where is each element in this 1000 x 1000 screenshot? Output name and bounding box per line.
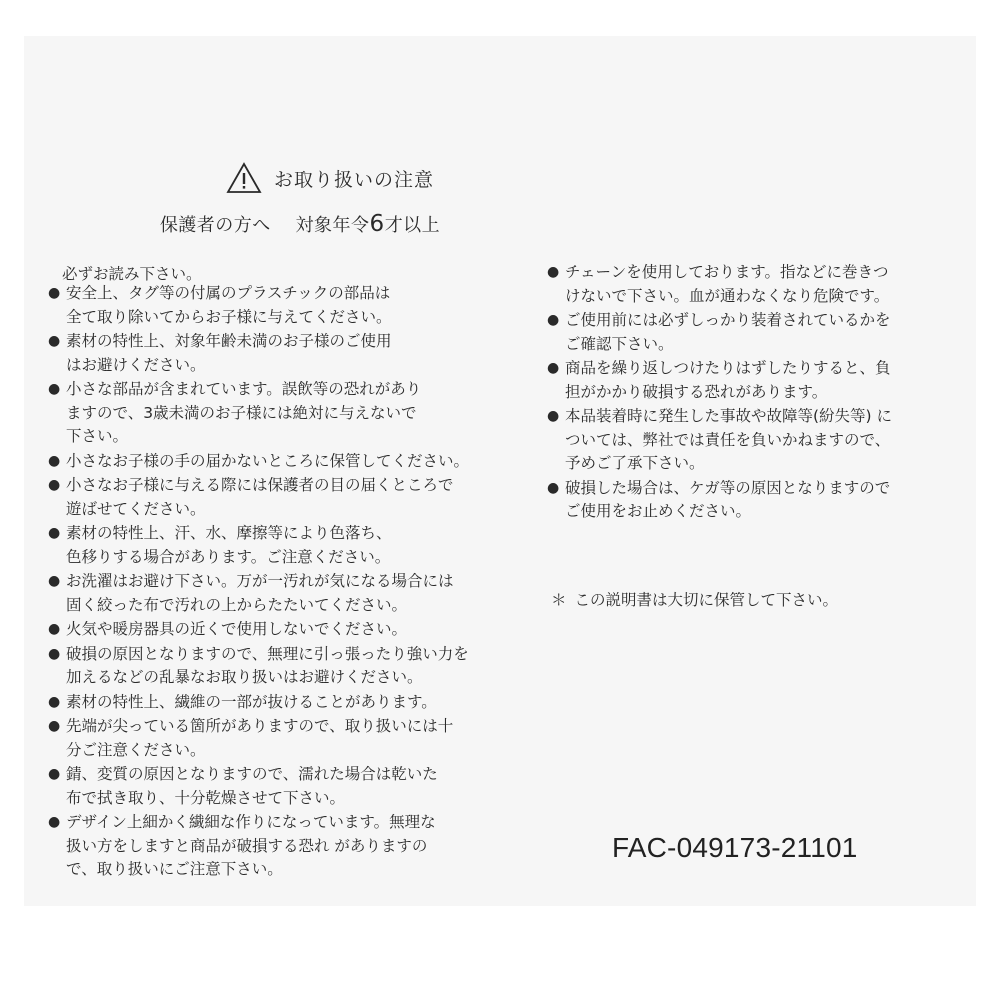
caution-text: 本品装着時に発生した事故や故障等(紛失等) に ついては、弊社では責任を負いかねますので、 予めご了承下さい。 bbox=[565, 407, 893, 472]
subtitle-age: 6 bbox=[369, 211, 385, 237]
caution-item bbox=[48, 474, 518, 521]
bullet-icon: ● bbox=[547, 264, 560, 280]
bullet-icon: ● bbox=[48, 814, 61, 830]
caution-text: 破損の原因となりますので、無理に引っ張ったり強い力を 加えるなどの乱暴なお取り扱いはお避けください。 bbox=[66, 644, 469, 686]
bullet-icon: ● bbox=[48, 333, 61, 349]
caution-item bbox=[48, 450, 518, 474]
product-code: FAC-049173-21101 bbox=[612, 832, 858, 863]
storage-note bbox=[551, 588, 838, 610]
bullet-icon: ● bbox=[48, 525, 61, 541]
caution-text: 先端が尖っている箇所がありますので、取り扱いには十 分ご注意ください。 bbox=[66, 717, 454, 759]
bullet-icon: ● bbox=[48, 645, 61, 662]
caution-item bbox=[547, 405, 957, 476]
bullet-icon: ● bbox=[48, 477, 61, 493]
caution-text: デザイン上細かく繊細な作りになっています。無理な 扱い方をしますと商品が破損する恐れ がありますの で、取り扱いにご注意下さい。 bbox=[66, 813, 436, 878]
title-row bbox=[0, 158, 660, 198]
caution-item bbox=[547, 357, 957, 404]
subtitle-suffix: 才以上 bbox=[384, 215, 441, 236]
right-caution-list bbox=[547, 261, 957, 525]
caution-item bbox=[48, 570, 518, 617]
caution-item bbox=[48, 618, 518, 642]
note-text: この説明書は大切に保管して下さい。 bbox=[574, 591, 839, 609]
caution-text: 素材の特性上、繊維の一部が抜けることがあります。 bbox=[66, 692, 437, 711]
bullet-icon: ● bbox=[547, 360, 560, 376]
caution-item bbox=[48, 763, 518, 810]
caution-item bbox=[48, 643, 518, 690]
bullet-icon: ● bbox=[48, 452, 61, 469]
warning-triangle-icon bbox=[226, 162, 262, 194]
page-title: お取り扱いの注意 bbox=[273, 168, 434, 191]
caution-item bbox=[48, 330, 518, 377]
bullet-icon: ● bbox=[547, 479, 560, 496]
caution-item bbox=[48, 282, 518, 329]
caution-text: 安全上、タグ等の付属のプラスチックの部品は 全て取り除いてからお子様に与えてください。 bbox=[66, 284, 392, 326]
left-caution-list bbox=[48, 282, 518, 883]
subtitle-prefix: 保護者の方へ 対象年令 bbox=[159, 215, 370, 236]
bullet-icon: ● bbox=[48, 381, 61, 397]
bullet-icon: ● bbox=[547, 408, 560, 424]
bullet-icon: ● bbox=[48, 693, 61, 710]
caution-text: 商品を繰り返しつけたりはずしたりすると、負 担がかかり破損する恐れがあります。 bbox=[565, 359, 891, 401]
intro-text: 必ずお読み下さい。 bbox=[62, 265, 202, 283]
bullet-icon: ● bbox=[48, 718, 61, 734]
caution-item bbox=[547, 309, 957, 356]
caution-item bbox=[48, 691, 518, 715]
bullet-icon: ● bbox=[48, 573, 61, 589]
caution-text: ご使用前には必ずしっかり装着されているかを ご確認下さい。 bbox=[565, 311, 891, 353]
bullet-icon: ● bbox=[48, 621, 61, 637]
caution-text: 破損した場合は、ケガ等の原因となりますので ご使用をお止めください。 bbox=[565, 478, 891, 520]
caution-item bbox=[48, 811, 518, 882]
caution-item bbox=[48, 715, 518, 762]
caution-item bbox=[48, 378, 518, 449]
caution-text: チェーンを使用しております。指などに巻きつ けないで下さい。血が通わなくなり危険です。 bbox=[565, 263, 890, 305]
bullet-icon: ● bbox=[547, 312, 560, 328]
caution-item bbox=[547, 261, 957, 308]
bullet-icon: ● bbox=[48, 766, 61, 782]
caution-text: 素材の特性上、汗、水、摩擦等により色落ち、 色移りする場合があります。ご注意ください。 bbox=[66, 524, 392, 566]
bullet-icon: ● bbox=[48, 285, 61, 301]
caution-text: 小さなお子様に与える際には保護者の目の届くところで 遊ばせてください。 bbox=[66, 476, 454, 518]
target-age-line bbox=[0, 211, 600, 237]
caution-item bbox=[547, 477, 957, 524]
caution-text: お洗濯はお避け下さい。万が一汚れが気になる場合には 固く絞った布で汚れの上からたたいてください。 bbox=[66, 572, 454, 614]
caution-text: 火気や暖房器具の近くで使用しないでください。 bbox=[66, 620, 408, 638]
caution-text: 小さなお子様の手の届かないところに保管してください。 bbox=[66, 451, 470, 470]
note-star: ＊ bbox=[551, 591, 567, 609]
caution-item bbox=[48, 522, 518, 569]
caution-text: 素材の特性上、対象年齢未満のお子様のご使用 はお避けください。 bbox=[66, 332, 392, 374]
caution-text: 小さな部品が含まれています。誤飲等の恐れがあり ますので、3歳未満のお子様には絶対に与えないで 下さい。 bbox=[66, 380, 422, 445]
caution-text: 錆、変質の原因となりますので、濡れた場合は乾いた 布で拭き取り、十分乾燥させて下さい。 bbox=[66, 765, 438, 807]
